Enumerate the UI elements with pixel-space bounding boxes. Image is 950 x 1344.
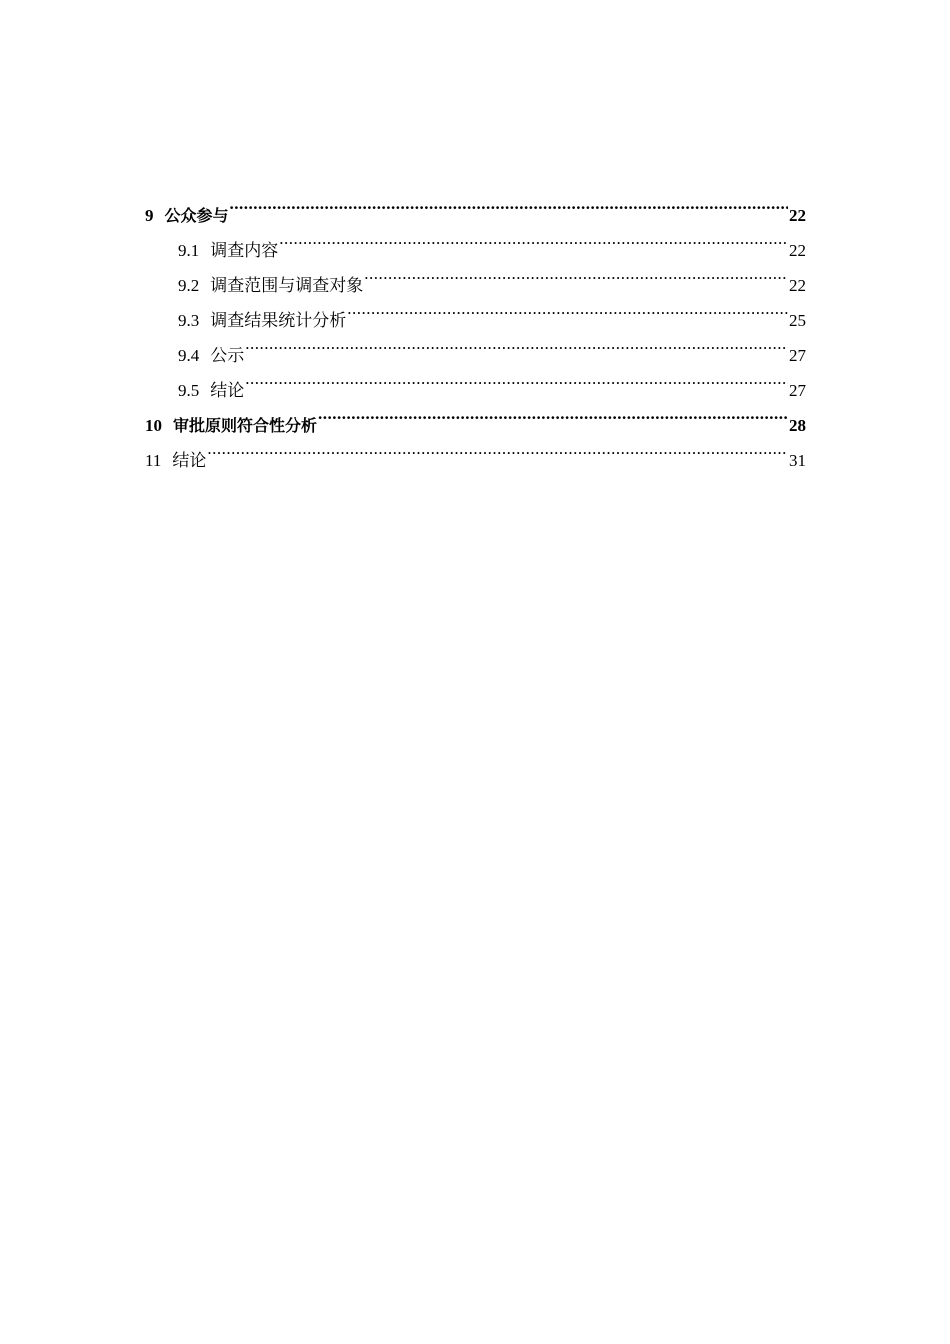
toc-entry-page: 25 bbox=[789, 311, 806, 330]
toc-entry-number: 9.2 bbox=[178, 276, 200, 295]
toc-entry-title: 公示 bbox=[210, 346, 245, 365]
toc-entry-11[interactable] bbox=[145, 431, 806, 470]
toc-dot-leader bbox=[245, 326, 788, 361]
toc-entry-page: 22 bbox=[789, 241, 806, 260]
toc-entry-number: 9.5 bbox=[178, 381, 200, 400]
toc-entry-title: 调查结果统计分析 bbox=[210, 311, 347, 330]
toc-entry-9[interactable] bbox=[145, 186, 806, 225]
toc-entry-title: 结论 bbox=[210, 381, 245, 400]
toc-entry-title: 公众参与 bbox=[164, 206, 229, 225]
toc-entry-number: 9.4 bbox=[178, 346, 200, 365]
toc-entry-title: 结论 bbox=[172, 451, 207, 470]
toc-entry-title: 调查范围与调查对象 bbox=[210, 276, 364, 295]
toc-dot-leader bbox=[230, 186, 788, 221]
toc-entry-number: 9 bbox=[145, 206, 154, 225]
toc-dot-leader bbox=[364, 256, 788, 291]
table-of-contents bbox=[145, 186, 806, 470]
toc-dot-leader bbox=[245, 361, 788, 396]
toc-entry-page: 22 bbox=[789, 206, 806, 225]
toc-entry-title: 调查内容 bbox=[210, 241, 279, 260]
toc-entry-page: 27 bbox=[789, 381, 806, 400]
toc-entry-page: 22 bbox=[789, 276, 806, 295]
toc-entry-page: 28 bbox=[789, 416, 806, 435]
toc-entry-number: 11 bbox=[145, 451, 162, 470]
toc-entry-number: 10 bbox=[145, 416, 162, 435]
toc-entry-title: 审批原则符合性分析 bbox=[173, 416, 318, 435]
toc-dot-leader bbox=[347, 291, 788, 326]
toc-entry-9-1[interactable] bbox=[145, 221, 806, 260]
toc-entry-number: 9.1 bbox=[178, 241, 200, 260]
toc-dot-leader bbox=[318, 396, 788, 431]
toc-entry-page: 27 bbox=[789, 346, 806, 365]
toc-entry-number: 9.3 bbox=[178, 311, 200, 330]
toc-dot-leader bbox=[207, 431, 788, 466]
toc-dot-leader bbox=[279, 221, 788, 256]
toc-entry-page: 31 bbox=[789, 451, 806, 470]
